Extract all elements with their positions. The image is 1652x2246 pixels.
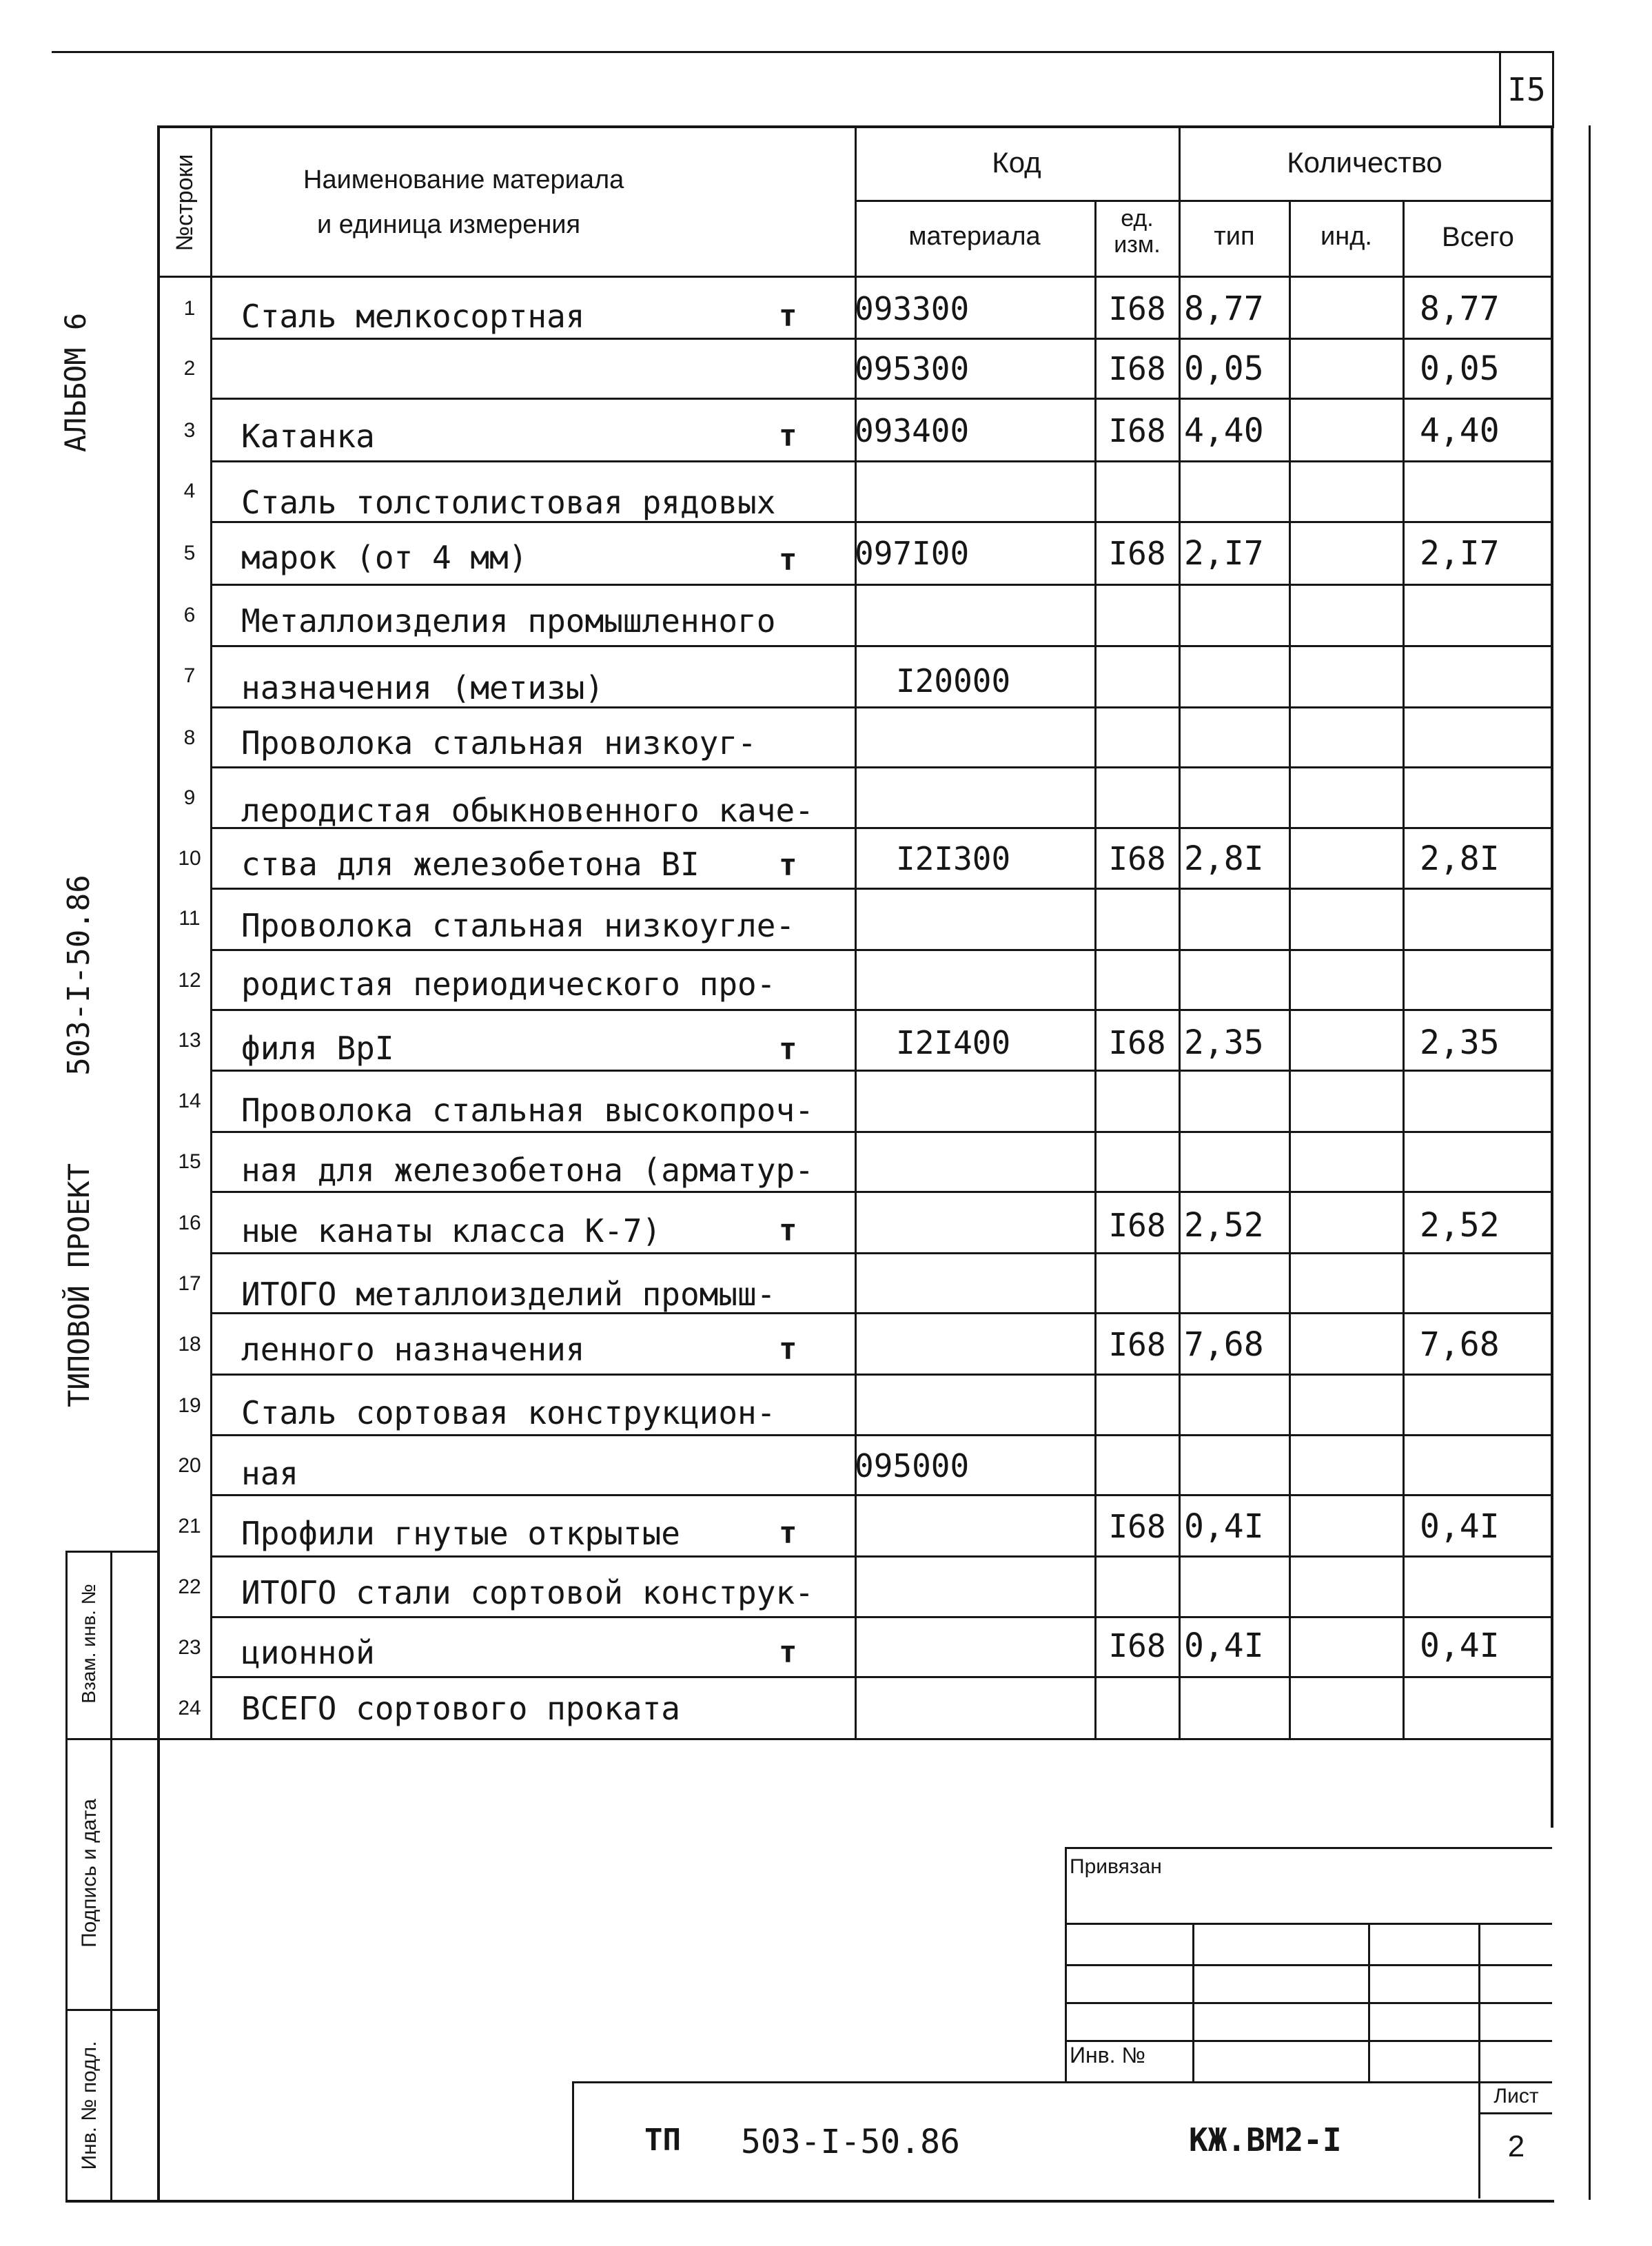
material-code: 093400 bbox=[855, 412, 970, 449]
quantity-total: 0,4I bbox=[1420, 1626, 1500, 1665]
material-name: ства для железобетона BI bbox=[241, 846, 700, 883]
row-number: 21 bbox=[178, 1515, 201, 1538]
material-name: ные канаты класса К-7) bbox=[241, 1212, 662, 1249]
quantity-ind-header: инд. bbox=[1320, 222, 1372, 251]
unit: т bbox=[779, 298, 797, 334]
material-name: леродистая обыкновенного каче- bbox=[241, 792, 814, 829]
material-name: ная bbox=[241, 1455, 299, 1492]
quantity-total: 4,40 bbox=[1420, 411, 1500, 450]
material-name: ВСЕГО сортового проката bbox=[241, 1690, 680, 1727]
quantity-type: 0,4I bbox=[1184, 1507, 1264, 1546]
row-number: 24 bbox=[178, 1697, 201, 1719]
quantity-type: 0,4I bbox=[1184, 1626, 1264, 1665]
unit-code: I68 bbox=[1108, 840, 1166, 877]
material-name: Проволока стальная низкоуг- bbox=[241, 724, 757, 762]
name-column-header-line1: Наименование материала bbox=[303, 165, 624, 194]
material-name: ная для железобетона (арматур- bbox=[241, 1152, 814, 1189]
row-number: 10 bbox=[178, 847, 201, 870]
material-name: филя BpI bbox=[241, 1030, 394, 1067]
unit-code: I68 bbox=[1108, 350, 1166, 387]
row-number: 3 bbox=[183, 419, 196, 442]
material-code: 097I00 bbox=[855, 535, 970, 572]
unit-code: I68 bbox=[1108, 412, 1166, 449]
quantity-type: 2,52 bbox=[1184, 1206, 1264, 1245]
row-number: 4 bbox=[183, 480, 196, 502]
row-number: 6 bbox=[183, 604, 196, 626]
sheet-number: 2 bbox=[1507, 2130, 1525, 2163]
unit: т bbox=[779, 542, 797, 578]
row-number: 13 bbox=[178, 1029, 201, 1052]
quantity-total: 0,4I bbox=[1420, 1507, 1500, 1546]
material-code: I20000 bbox=[896, 662, 1011, 700]
stamp-replaced-inventory: Взам. инв. № bbox=[78, 1584, 99, 1704]
row-number-header: №строки bbox=[172, 154, 198, 252]
material-code: I2I400 bbox=[896, 1024, 1011, 1061]
material-name: ционной bbox=[241, 1634, 375, 1671]
row-number: 1 bbox=[183, 297, 196, 320]
material-name: Металлоизделия промышленного bbox=[241, 602, 776, 640]
row-number: 17 bbox=[178, 1272, 201, 1295]
row-number: 20 bbox=[178, 1454, 201, 1477]
stamp-signature-date: Подпись и дата bbox=[78, 1799, 101, 1948]
unit-code: I68 bbox=[1108, 1207, 1166, 1244]
material-name: родистая периодического про- bbox=[241, 966, 776, 1003]
row-number: 9 bbox=[183, 786, 196, 809]
quantity-total: 2,8I bbox=[1420, 839, 1500, 878]
unit: т bbox=[779, 1635, 797, 1670]
code-group-header: Код bbox=[992, 146, 1041, 178]
quantity-type: 2,I7 bbox=[1184, 534, 1264, 573]
page-sheet-number: I5 bbox=[1507, 71, 1546, 108]
unit: т bbox=[779, 1515, 797, 1551]
unit-code: I68 bbox=[1108, 1326, 1166, 1363]
quantity-type: 4,40 bbox=[1184, 411, 1264, 450]
unit: т bbox=[779, 848, 797, 883]
project-type-vertical: ТИПОВОЙ ПРОЕКТ bbox=[62, 1163, 96, 1408]
unit-code: I68 bbox=[1108, 1508, 1166, 1545]
material-name: ИТОГО стали сортовой конструк- bbox=[241, 1574, 814, 1611]
row-number: 2 bbox=[183, 357, 196, 380]
row-number: 18 bbox=[178, 1333, 201, 1356]
unit: т bbox=[779, 1213, 797, 1248]
quantity-type: 2,8I bbox=[1184, 839, 1264, 878]
title-project-code: 503-I-50.86 bbox=[741, 2123, 960, 2161]
quantity-total: 0,05 bbox=[1420, 349, 1500, 388]
material-name: Проволока стальная низкоугле- bbox=[241, 907, 795, 944]
row-number: 11 bbox=[179, 907, 201, 930]
quantity-total: 2,I7 bbox=[1420, 534, 1500, 573]
quantity-total-header: Всего bbox=[1442, 222, 1514, 252]
row-number: 23 bbox=[178, 1636, 201, 1659]
code-unit-header: ед. изм. bbox=[1114, 205, 1161, 258]
row-number: 7 bbox=[183, 664, 196, 687]
inventory-number-label: Инв. № bbox=[1070, 2043, 1145, 2068]
material-code: 095000 bbox=[855, 1447, 970, 1484]
project-code-vertical: 503-I-50.86 bbox=[61, 875, 96, 1076]
unit-code: I68 bbox=[1108, 1627, 1166, 1664]
stamp-original-inventory: Инв. № подл. bbox=[78, 2041, 101, 2170]
material-name: ИТОГО металлоизделий промыш- bbox=[241, 1276, 776, 1313]
row-number: 22 bbox=[178, 1575, 201, 1598]
unit-code: I68 bbox=[1108, 535, 1166, 572]
unit: т bbox=[779, 1331, 797, 1367]
quantity-total: 8,77 bbox=[1420, 289, 1500, 328]
unit-code: I68 bbox=[1108, 1024, 1166, 1061]
material-code: 093300 bbox=[855, 290, 970, 327]
row-number: 16 bbox=[178, 1212, 201, 1234]
material-name: Профили гнутые открытые bbox=[241, 1515, 680, 1552]
quantity-total: 2,52 bbox=[1420, 1206, 1500, 1245]
quantity-type: 7,68 bbox=[1184, 1325, 1264, 1364]
row-number: 14 bbox=[178, 1090, 201, 1112]
sheet-label: Лист bbox=[1493, 2085, 1539, 2107]
material-name: Сталь толстолистовая рядовых bbox=[241, 484, 776, 521]
row-number: 15 bbox=[178, 1150, 201, 1173]
material-name: ленного назначения bbox=[241, 1331, 585, 1368]
material-code: I2I300 bbox=[896, 840, 1011, 877]
tp-label: ТП bbox=[644, 2123, 681, 2158]
material-name: назначения (метизы) bbox=[241, 669, 604, 706]
row-number: 5 bbox=[183, 542, 196, 564]
quantity-type: 2,35 bbox=[1184, 1023, 1264, 1062]
quantity-group-header: Количество bbox=[1287, 146, 1442, 178]
quantity-total: 2,35 bbox=[1420, 1023, 1500, 1062]
material-name: Проволока стальная высокопроч- bbox=[241, 1092, 814, 1129]
code-material-header: материала bbox=[908, 222, 1041, 251]
name-column-header-line2: и единица измерения bbox=[317, 210, 581, 239]
row-number: 8 bbox=[183, 726, 196, 749]
quantity-type-header: тип bbox=[1214, 222, 1255, 251]
unit: т bbox=[779, 418, 797, 453]
unit-code: I68 bbox=[1108, 290, 1166, 327]
quantity-type: 0,05 bbox=[1184, 349, 1264, 388]
privyazan-label: Привязан bbox=[1070, 1855, 1162, 1878]
row-number: 12 bbox=[178, 969, 201, 992]
material-name bbox=[241, 341, 841, 400]
material-name: Сталь сортовая конструкцион- bbox=[241, 1394, 776, 1431]
document-code: КЖ.ВМ2-I bbox=[1189, 2121, 1342, 2158]
material-code: 095300 bbox=[855, 350, 970, 387]
material-name: марок (от 4 мм) bbox=[241, 539, 528, 576]
quantity-type: 8,77 bbox=[1184, 289, 1264, 328]
row-number: 19 bbox=[178, 1394, 201, 1417]
album-label: АЛЬБОМ 6 bbox=[59, 312, 92, 453]
material-name: Сталь мелкосортная bbox=[241, 298, 585, 335]
unit: т bbox=[779, 1032, 797, 1067]
quantity-total: 7,68 bbox=[1420, 1325, 1500, 1364]
material-name: Катанка bbox=[241, 418, 375, 455]
